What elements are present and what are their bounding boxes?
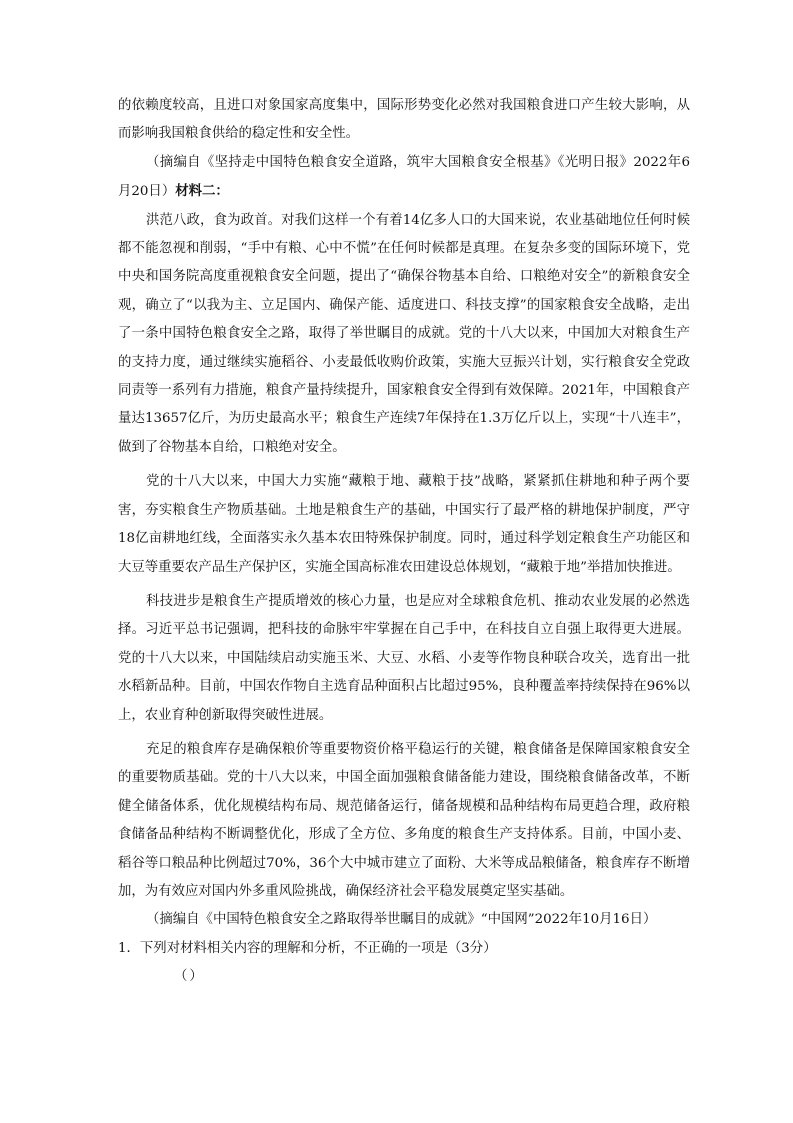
paragraph-2: 洪范八政，食为政首。对我们这样一个有着14亿多人口的大国来说，农业基础地位任何时候都不能忽视和削弱，“手中有粮、心中不慌”在任何时候都是真理。在复杂多变的国际环境下，党中央和国务院高度重视粮食安全问题，提出了“确保谷物基本自给、口粮绝对安全”的新粮食安全观，确立了“以我为主、立足国内、确保产能、适度进口、科技支撑”的国家粮食安全战略，走出了一条中国特色粮食安全之路，取得了举世瞩目的成就。党的十八大以来，中国加大对粮食生产的支持力度，通过继续实施稻谷、小麦最低收购价政策，实施大豆振兴计划，实行粮食安全党政同责等一系列有力措施，粮食产量持续提升，国家粮食安全得到有效保障。2021年，中国粮食产量达13657亿斤，为历史最高水平；粮食生产连续7年保持在1.3万亿斤以上，实现“十八连丰”，做到了谷物基本自给，口粮绝对安全。: [118, 212, 690, 455]
document-body: [118, 92, 690, 992]
paragraph-4: 科技进步是粮食生产提质增效的核心力量，也是应对全球粮食危机、推动农业发展的必然选择。习近平总书记强调，把科技的命脉牢牢掌握在自己手中，在科技自立自强上取得更大进展。党的十八大以来，中国陆续启动实施玉米、大豆、水稻、小麦等作物良种联合攻关，选育出一批水稻新品种。目前，中国农作物自主选育品种面积占比超过95%，良种覆盖率持续保持在96%以上，农业育种创新取得突破性进展。: [118, 593, 690, 723]
source-citation-2: （摘编自《中国特色粮食安全之路取得举世瞩目的成就》“中国网”2022年10月16日）: [146, 912, 657, 928]
question-1: 1．下列对材料相关内容的理解和分析，不正确的一项是（3分）: [118, 940, 497, 956]
paragraph-5: 充足的粮食库存是确保粮价等重要物资价格平稳运行的关键，粮食储备是保障国家粮食安全的重要物质基础。党的十八大以来，中国全面加强粮食储备能力建设，围绕粮食储备改革，不断健全储备体系，优化规模结构布局、规范储备运行，储备规模和品种结构布局更趋合理，政府粮食储备品种结构不断调整优化，形成了全方位、多角度的粮食生产支持体系。目前，中国小麦、稻谷等口粮品种比例超过70%，36个大中城市建立了面粉、大米等成品粮储备，粮食库存不断增加，为有效应对国内外多重风险挑战，确保经济社会平稳发展奠定坚实基础。: [118, 741, 690, 899]
paragraph-continuation: 的依赖度较高，且进口对象国家高度集中，国际形势变化必然对我国粮食进口产生较大影响，从而影响我国粮食供给的稳定性和安全性。: [118, 98, 690, 142]
paragraph-3: 党的十八大以来，中国大力实施“藏粮于地、藏粮于技”战略，紧紧抓住耕地和种子两个要害，夯实粮食生产物质基础。土地是粮食生产的基础，中国实行了最严格的耕地保护制度，严守18亿亩耕地红线，全面落实永久基本农田特殊保护制度。同时，通过科学划定粮食生产功能区和大豆等重要农产品生产保护区，实施全国高标准农田建设总体规划，“藏粮于地”举措加快推进。: [118, 474, 690, 575]
answer-blank: （）: [174, 969, 205, 985]
source-citation-1-text: （摘编自《坚持走中国特色粮食安全道路，筑牢大国粮食安全根基》《光明日报》2022年6月20日）: [118, 154, 690, 200]
material-two-label: 材料二：: [175, 183, 229, 200]
source-citation-1: [118, 149, 690, 207]
